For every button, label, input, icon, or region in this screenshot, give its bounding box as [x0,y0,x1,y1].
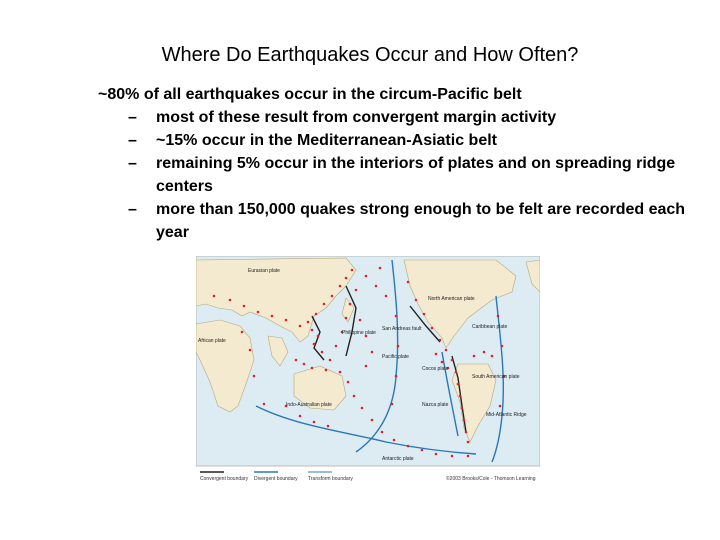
slide-title: Where Do Earthquakes Occur and How Often? [161,44,579,66]
legend-divergent: Divergent boundary [254,476,298,482]
dash-marker: – [128,155,137,172]
label-north-american: North American plate [428,296,475,302]
label-pacific: Pacific plate [382,354,409,360]
dash-marker: – [128,109,137,126]
main-bullet: ~80% of all earthquakes occur in the circum-Pacific belt [98,86,522,103]
map-legend [200,472,536,482]
label-nazca: Nazca plate [422,402,449,408]
sub-bullet-1: – most of these result from convergent margin activity [98,106,698,129]
label-african: African plate [198,338,226,344]
label-antarctic: Antarctic plate [382,456,414,462]
dash-marker: – [128,201,137,218]
bullet-list [98,83,698,244]
label-south-american: South American plate [472,374,520,380]
label-philippine: Philippine plate [342,330,376,336]
label-cocos: Cocos plate [422,366,449,372]
sub-bullet-3: – remaining 5% occur in the interiors of plates and on spreading ridge centers [98,152,698,198]
label-eurasian: Eurasian plate [248,268,280,274]
label-mid-atlantic: Mid-Atlantic Ridge [486,412,527,418]
sub-bullet-2: – ~15% occur in the Mediterranean-Asiatic belt [98,129,698,152]
map-credit: ©2003 Brooks/Cole - Thomson Learning [446,476,536,482]
sub-bullet-4: – more than 150,000 quakes strong enough to be felt are recorded each year [98,198,698,244]
earthquake-map [196,256,540,490]
legend-convergent: Convergent boundary [200,476,249,482]
label-caribbean: Caribbean plate [472,324,508,330]
legend-transform: Transform boundary [308,476,353,482]
label-san-andreas: San Andreas fault [382,326,422,332]
dash-marker: – [128,132,137,149]
label-indo-australian: Indo-Australian plate [286,402,332,408]
